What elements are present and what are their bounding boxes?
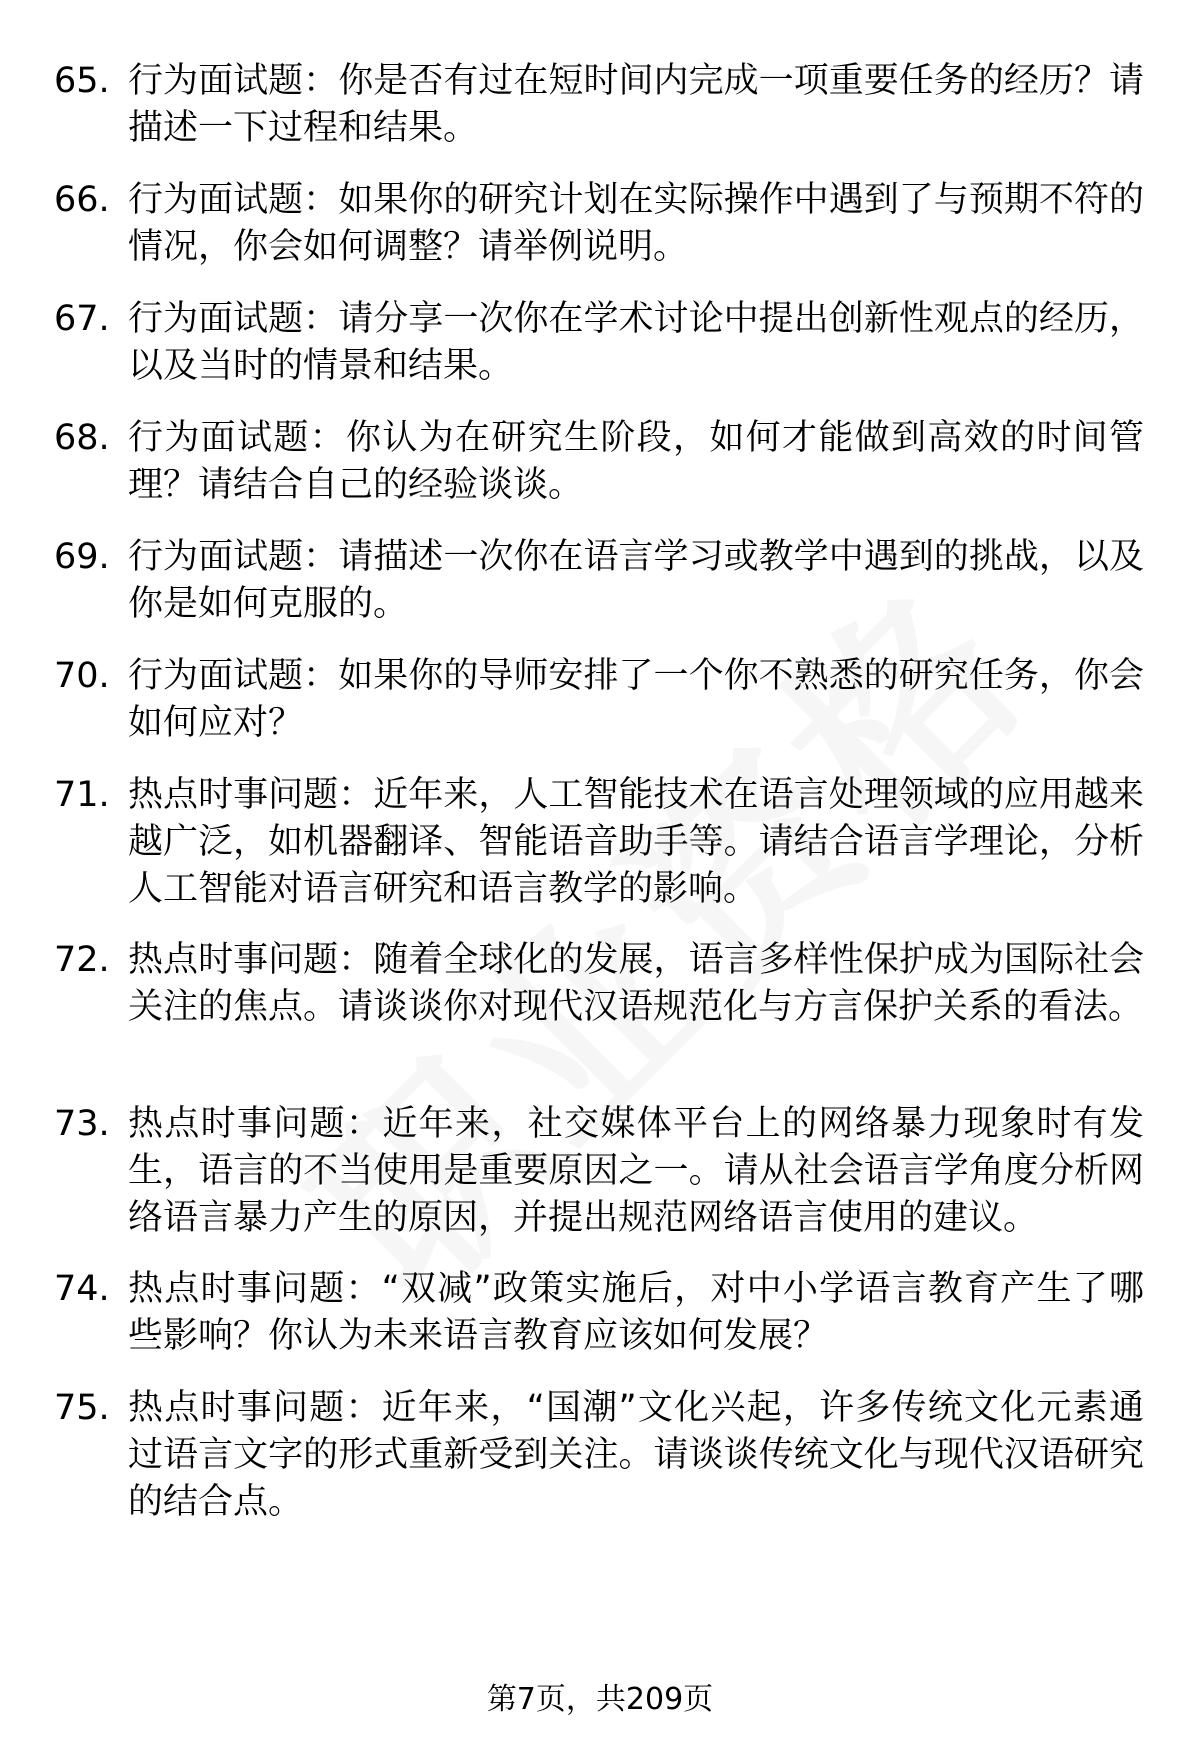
item-number: 68. [54,418,110,458]
item-number: 73. [54,1104,110,1144]
item-text: 行为面试题：你认为在研究生阶段，如何才能做到高效的时间管理？请结合自己的经验谈谈。 [128,418,1144,505]
item-text: 行为面试题：你是否有过在短时间内完成一项重要任务的经历？请描述一下过程和结果。 [128,61,1144,148]
item-text: 热点时事问题：近年来，人工智能技术在语言处理领域的应用越来越广泛，如机器翻译、智能语音助手等。请结合语言学理论，分析人工智能对语言研究和语言教学的影响。 [128,775,1144,909]
item-text: 热点时事问题：近年来，“国潮”文化兴起，许多传统文化元素通过语言文字的形式重新受到关注。请谈谈传统文化与现代汉语研究的结合点。 [128,1388,1144,1522]
item-number: 70. [54,656,110,696]
item-text: 热点时事问题：近年来，社交媒体平台上的网络暴力现象时有发生，语言的不当使用是重要原因之一。请从社会语言学角度分析网络语言暴力产生的原因，并提出规范网络语言使用的建议。 [128,1104,1144,1238]
item-text: 行为面试题：如果你的导师安排了一个你不熟悉的研究任务，你会如何应对？ [128,656,1144,743]
item-number: 69. [54,537,110,577]
item-number: 65. [54,61,110,101]
item-text: 行为面试题：请分享一次你在学术讨论中提出创新性观点的经历，以及当时的情景和结果。 [128,299,1144,386]
item-number: 66. [54,180,110,220]
item-number: 71. [54,775,110,815]
item-number: 74. [54,1269,110,1309]
item-text: 行为面试题：如果你的研究计划在实际操作中遇到了与预期不符的情况，你会如何调整？请举例说明。 [128,180,1144,267]
item-text: 热点时事问题：“双减”政策实施后，对中小学语言教育产生了哪些影响？你认为未来语言教育应该如何发展？ [128,1269,1144,1356]
page-number: 第7页，共209页 [486,1682,714,1717]
item-text: 行为面试题：请描述一次你在语言学习或教学中遇到的挑战，以及你是如何克服的。 [128,537,1144,624]
item-text: 热点时事问题：随着全球化的发展，语言多样性保护成为国际社会关注的焦点。请谈谈你对现代汉语规范化与方言保护关系的看法。 [128,940,1144,1027]
item-number: 72. [54,940,110,980]
item-number: 75. [54,1388,110,1428]
item-number: 67. [54,299,110,339]
